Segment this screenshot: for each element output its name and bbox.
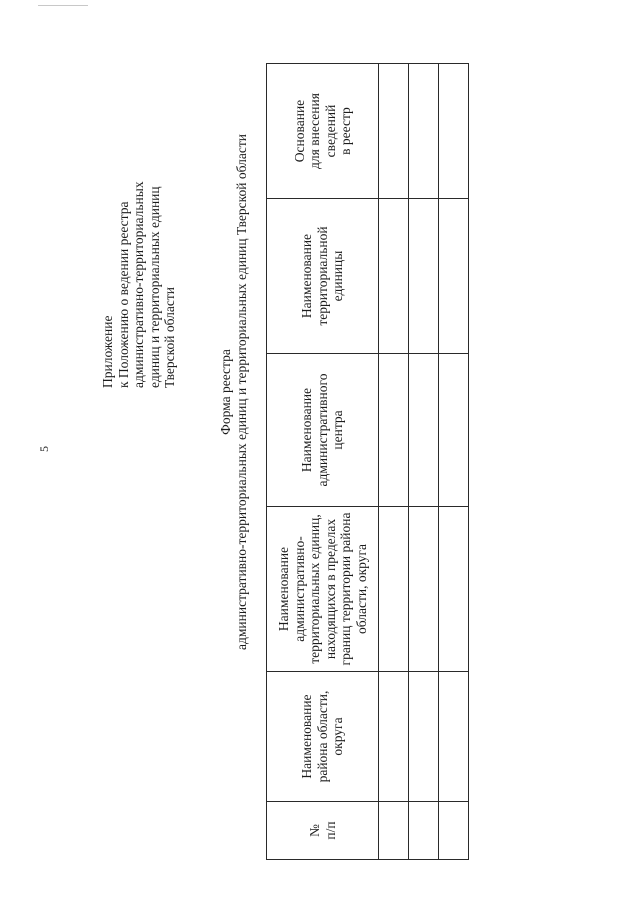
scan-artifact-line <box>38 5 88 6</box>
annex-line: административно-территориальных <box>131 181 146 388</box>
table-row <box>439 64 469 860</box>
form-title-line: Форма реестра <box>218 349 233 435</box>
header-admin-territorial-units: Наименование административно- территориальных единиц, находящихся в пределах границ территории района области, округа <box>267 507 379 672</box>
annex-line: Тверской области <box>162 287 177 388</box>
table-row <box>379 64 409 860</box>
table-cell <box>439 507 469 672</box>
table-cell <box>379 199 409 354</box>
table-cell <box>379 354 409 507</box>
table-cell <box>439 199 469 354</box>
table-cell <box>379 672 409 802</box>
table-cell <box>409 64 439 199</box>
header-admin-center: Наименование административного центра <box>267 354 379 507</box>
table-cell <box>439 64 469 199</box>
registry-table <box>266 63 469 860</box>
form-title <box>218 132 249 652</box>
header-territorial-unit: Наименование территориальной единицы <box>267 199 379 354</box>
annex-heading <box>100 88 178 388</box>
annex-line: к Положению о ведении реестра <box>115 201 131 388</box>
table-cell <box>409 802 439 860</box>
table-cell <box>409 507 439 672</box>
table-header-row <box>267 64 379 860</box>
table-cell <box>379 802 409 860</box>
header-number: № п/п <box>267 802 379 860</box>
form-title-line: административно-территориальных единиц и территориальных единиц Тверской области <box>233 134 249 650</box>
page-number: 5 <box>37 446 51 452</box>
annex-line: Приложение <box>100 315 115 388</box>
table-cell <box>409 199 439 354</box>
table-row <box>409 64 439 860</box>
table-cell <box>439 354 469 507</box>
registry-table-container <box>266 64 469 860</box>
table-cell <box>379 64 409 199</box>
table-cell <box>409 354 439 507</box>
annex-line: единиц и территориальных единиц <box>146 186 162 388</box>
table-cell <box>379 507 409 672</box>
table-cell <box>409 672 439 802</box>
table-cell <box>439 802 469 860</box>
table-cell <box>439 672 469 802</box>
header-district-name: Наименование района области, округа <box>267 672 379 802</box>
header-basis: Основание для внесения сведений в реестр <box>267 64 379 199</box>
